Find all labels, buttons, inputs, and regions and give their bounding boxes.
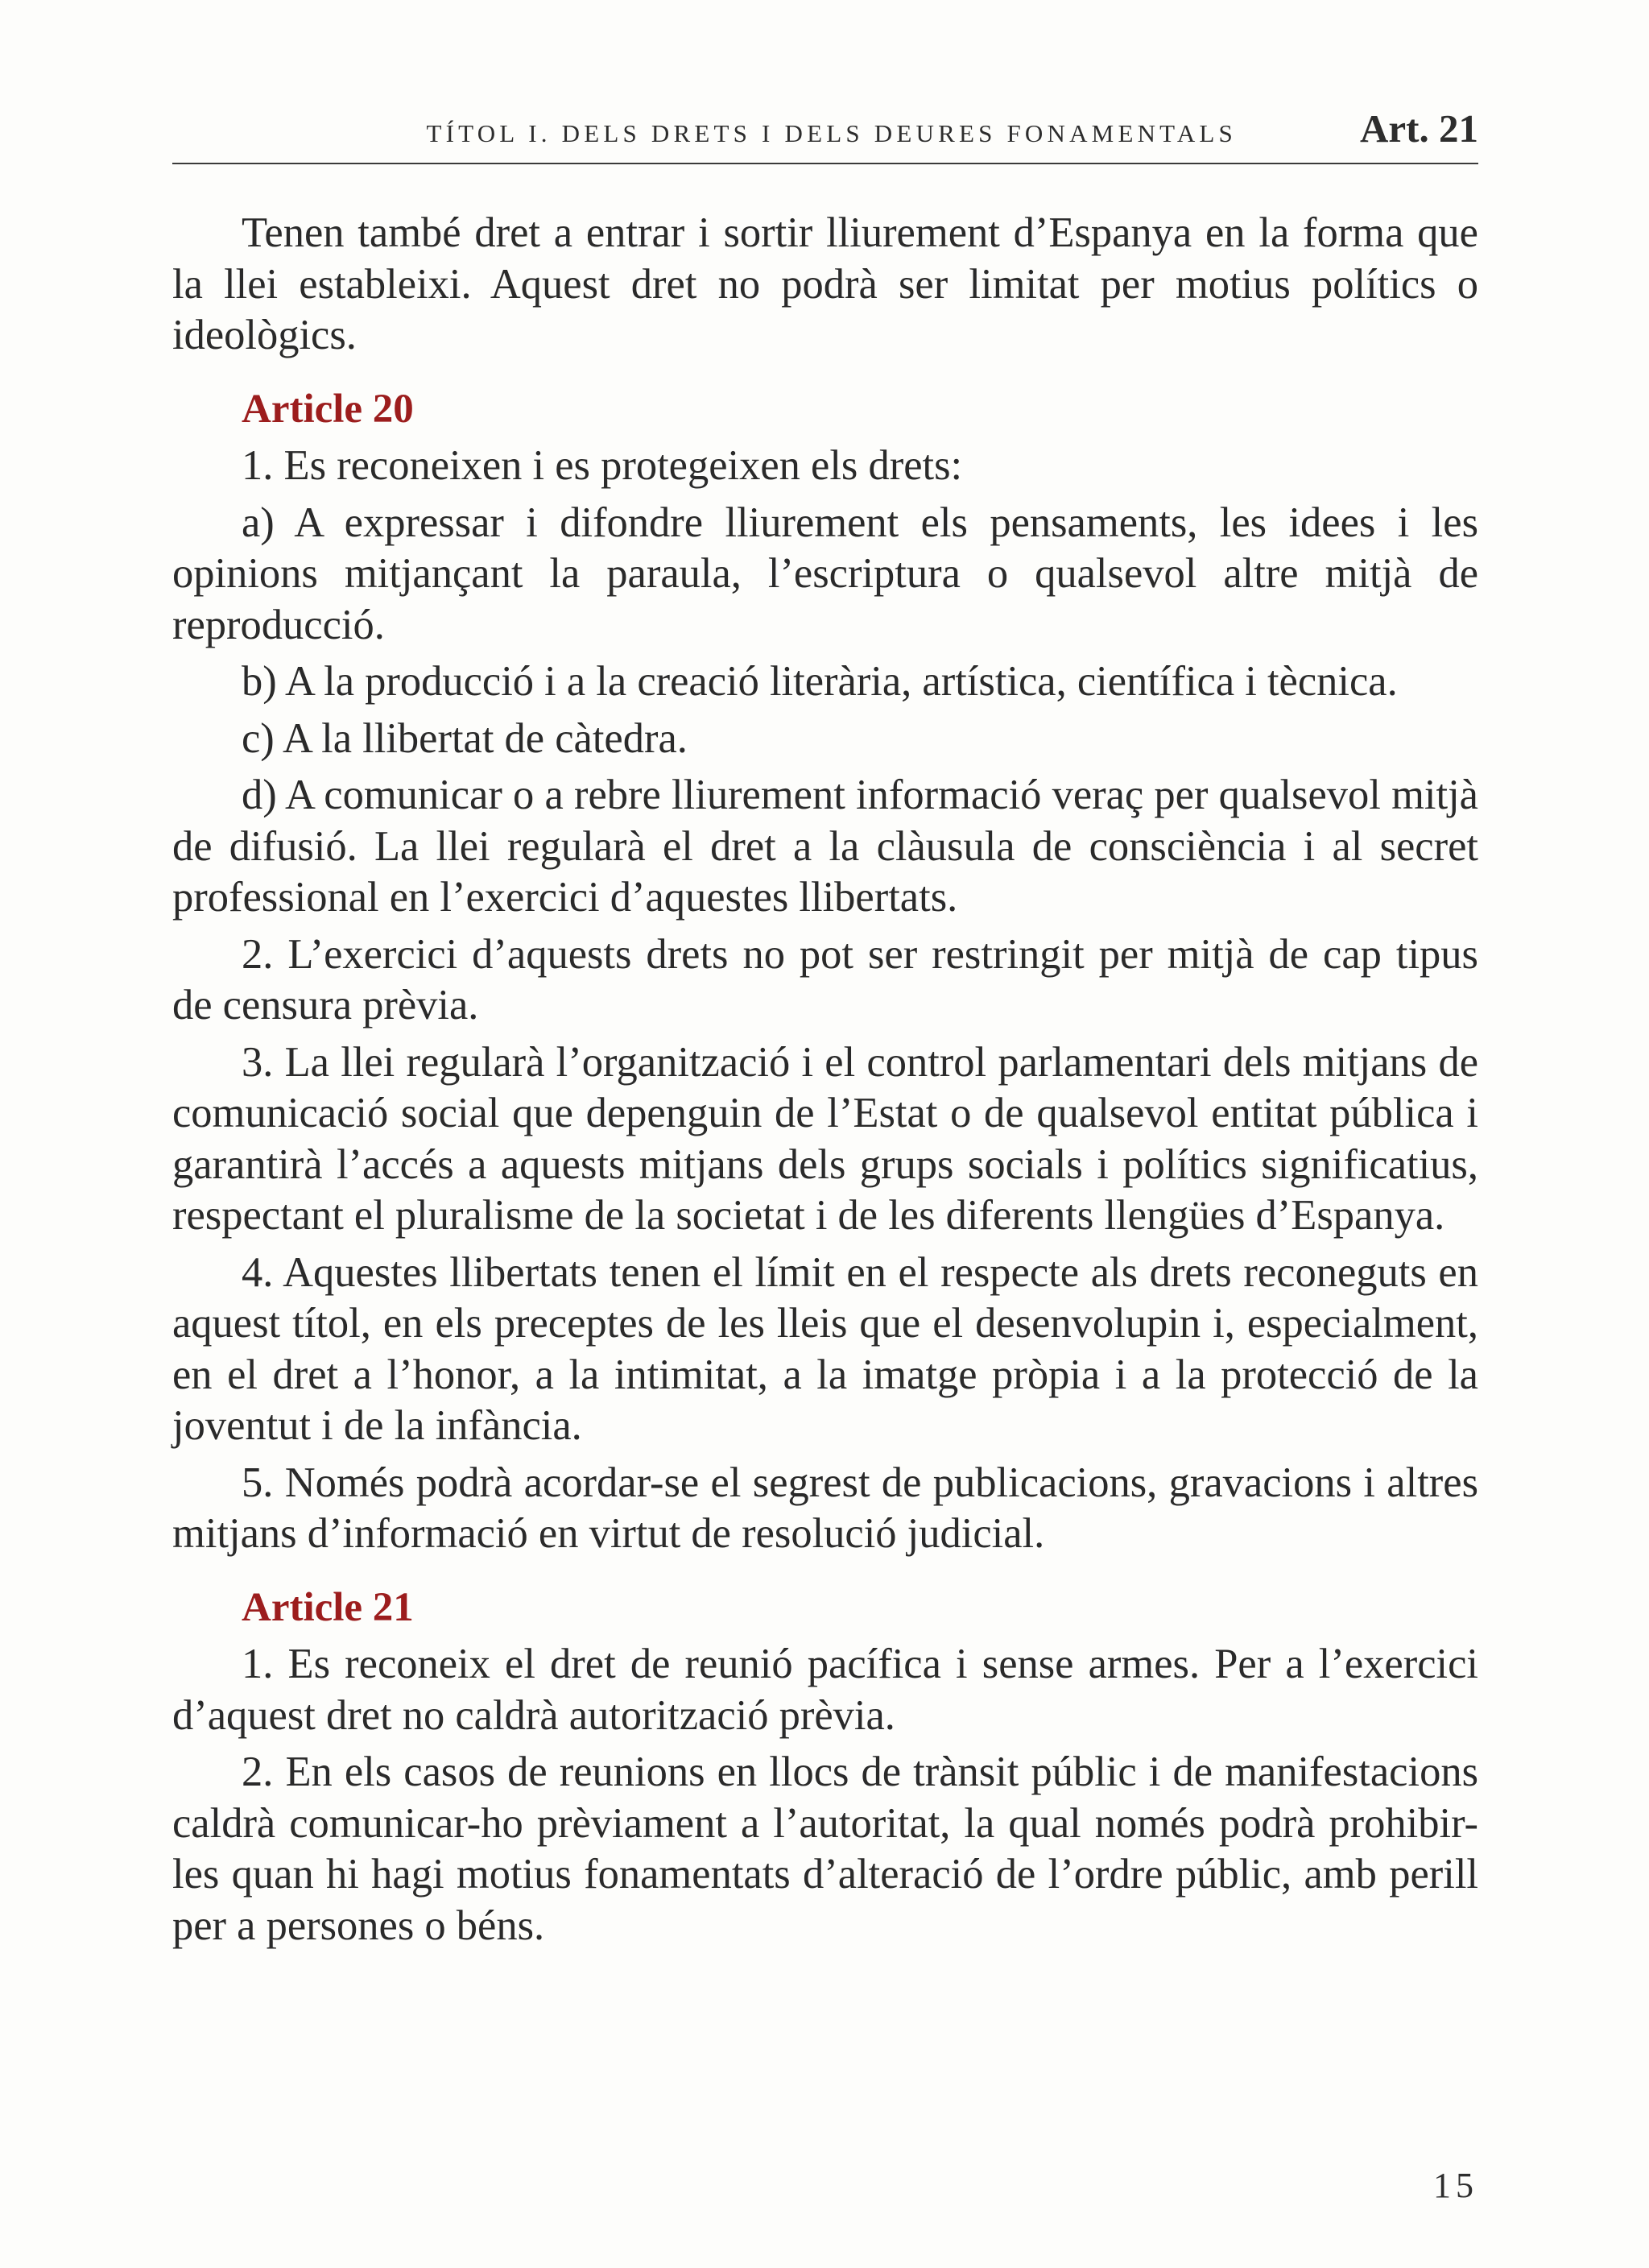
article-21-heading: Article 21 [242,1584,414,1630]
running-header-article: Art. 21 [1360,106,1478,151]
article-20-paragraph-3: 3. La llei regularà l’organització i el control parlamentari dels mitjans de comunicació social que depenguin de l’Estat o de qualsevol entitat pública i garantirà l’accés a aquests mitjans dels grups socials i polítics significatius, respectant el pluralisme de la societat i de les diferents llengües d’Espanya. [172,1038,1478,1239]
article-20-item-c: c) A la llibertat de càtedra. [242,714,688,762]
body-text [172,208,1478,1951]
running-header-title: TÍTOL I. DELS DRETS I DELS DEURES FONAMENTALS [426,119,1237,147]
article-20-item-b: b) A la producció i a la creació literària, artística, científica i tècnica. [242,658,1398,705]
article-20-paragraph-1: 1. Es reconeixen i es protegeixen els drets: [242,442,963,489]
article-20-item-d: d) A comunicar o a rebre lliurement informació veraç per qualsevol mitjà de difusió. La llei regularà el dret a la clàusula de consciència i al secret professional en l’exercici d’aquestes llibertats. [172,772,1478,921]
article-20-paragraph-2: 2. L’exercici d’aquests drets no pot ser restringit per mitjà de cap tipus de censura prèvia. [172,930,1478,1028]
article-21-paragraph-2: 2. En els casos de reunions en llocs de trànsit públic i de manifestacions caldrà comunicar-ho prèviament a l’autoritat, la qual només podrà prohibir-les quan hi hagi motius fonamentats d’alteració de l’ordre públic, amb perill per a persones o béns. [172,1749,1478,1949]
page-number: 15 [1433,2166,1478,2205]
running-header [172,103,1478,164]
article-20-paragraph-4: 4. Aquestes llibertats tenen el límit en el respecte als drets reconeguts en aquest títol, en els preceptes de les lleis que el desenvolupin i, especialment, en el dret a l’honor, a la intimitat, a la imatge pròpia i a la protecció de la joventut i de la infància. [172,1248,1478,1449]
article-20-heading: Article 20 [242,386,414,432]
article-20-item-a: a) A expressar i difondre lliurement els pensaments, les idees i les opinions mitjançant la paraula, l’escriptura o qualsevol altre mitjà de reproducció. [172,499,1478,648]
intro-paragraph: Tenen també dret a entrar i sortir lliurement d’Espanya en la forma que la llei estableixi. Aquest dret no podrà ser limitat per motius polítics o ideològics. [172,209,1478,358]
article-20-paragraph-5: 5. Només podrà acordar-se el segrest de publicacions, gravacions i altres mitjans d’informació en virtut de resolució judicial. [172,1459,1478,1557]
article-21-paragraph-1: 1. Es reconeix el dret de reunió pacífica i sense armes. Per a l’exercici d’aquest dret no caldrà autorització prèvia. [172,1641,1478,1739]
